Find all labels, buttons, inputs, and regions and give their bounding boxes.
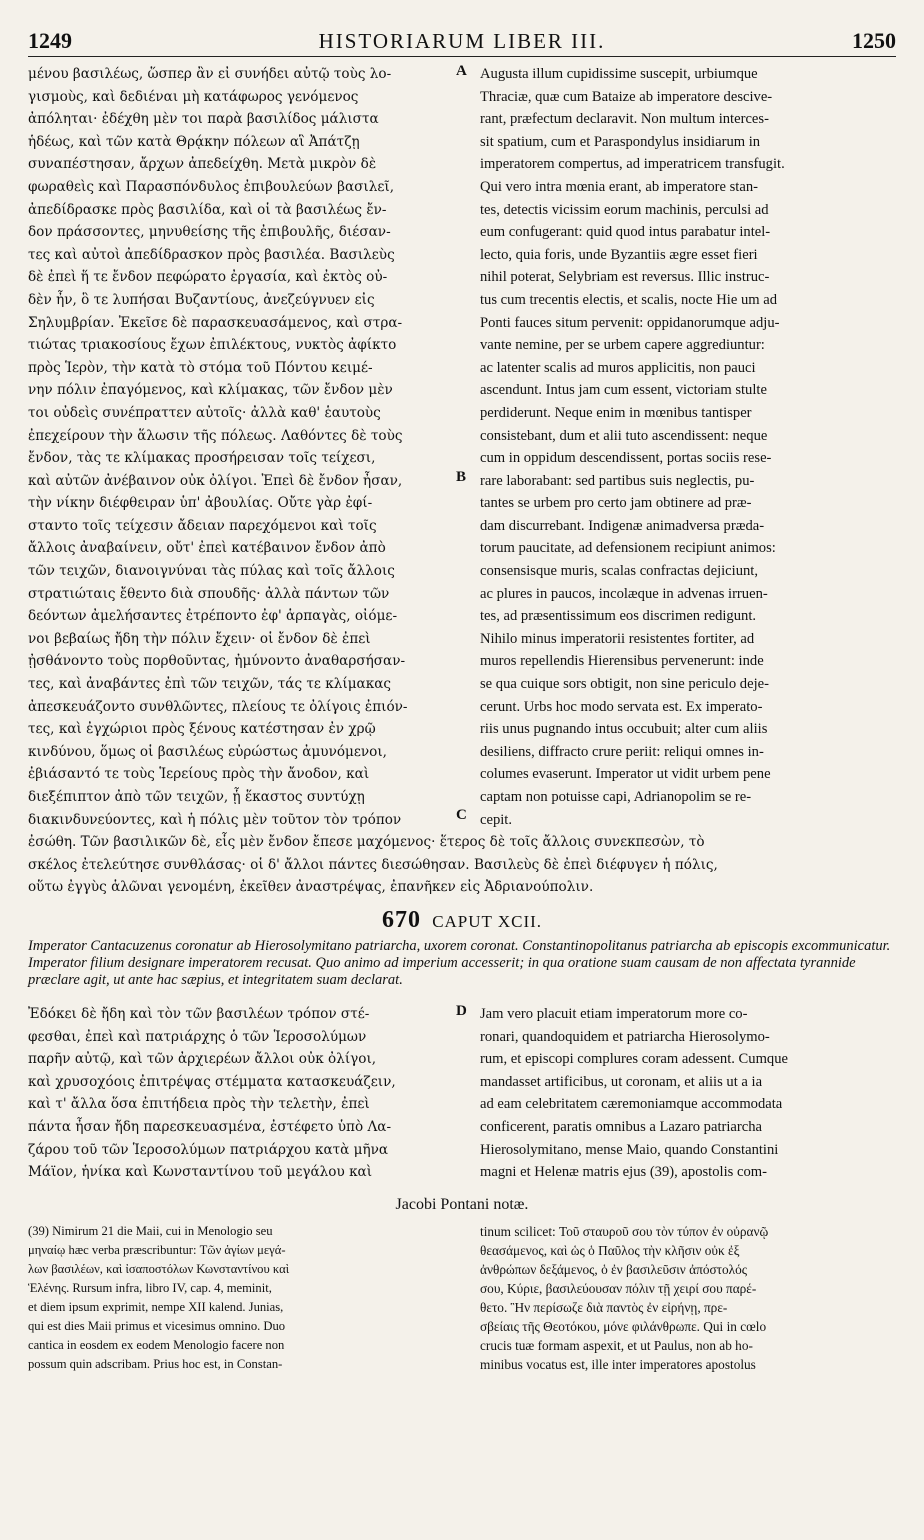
latin-text-line: nihil poterat, Selybriam est reversus. Illic instruc- <box>480 269 770 286</box>
latin-chapter-column <box>470 1003 896 1184</box>
note-text-line: σου, Κύριε, βασιλεύουσαν πόλιν τῇ χειρί σου παρέ- <box>480 1280 757 1296</box>
note-text-line: qui est dies Maii primus et vicesimus omnino. Duo <box>28 1318 286 1333</box>
notes-right-column <box>470 1222 896 1374</box>
latin-text-line: Ponti fauces situm pervenit: oppidanorumque adju- <box>480 314 780 331</box>
greek-text-line: φεσθαι, ἐπεὶ καὶ πατριάρχης ὁ τῶν Ἱεροσολύμων <box>28 1028 367 1045</box>
greek-text-line: δὲν ἦν, ὃ τε λυπήσαι Βυζαντίους, ἀνεζεύγνυεν εἰς <box>28 291 375 308</box>
latin-text-line: Augusta illum cupidissime suscepit, urbiumque <box>480 66 758 82</box>
latin-text-line: ad eam celebritatem cæremoniamque accommodata <box>480 1096 783 1113</box>
latin-text-line: Jam vero placuit etiam imperatorum more co- <box>480 1005 748 1022</box>
chapter-columns <box>28 1003 896 1184</box>
greek-text-line: καὶ αὐτῶν ἀνέβαινον οὐκ ὀλίγοι. Ἐπεὶ δὲ ἔνδον ἦσαν, <box>28 472 403 489</box>
latin-text-line: consensisque muris, scalas confractas dejiciunt, <box>480 563 759 580</box>
greek-text-line: Μάϊον, ἡνίκα καὶ Κωνσταντίνου τοῦ μεγάλου καὶ <box>28 1164 373 1181</box>
greek-text-line: νοι βεβαίως ἤδη τὴν πόλιν ἔχειν· οἱ ἔνδον δὲ ἐπεὶ <box>28 630 371 647</box>
greek-full-width-text <box>28 831 896 899</box>
notes-gutter <box>454 1222 470 1374</box>
latin-text-line: ac latenter scalis ad muros applicitis, non pauci <box>480 359 756 376</box>
latin-text-line: tantes se urbem pro certo jam obtinere ad præ- <box>480 495 752 512</box>
greek-text-line: Ἐδόκει δὲ ἤδη καὶ τὸν τῶν βασιλέων τρόπον στέ- <box>28 1005 370 1022</box>
chapter-number: 670 <box>381 906 421 933</box>
greek-text-line: καὶ χρυσοχόοις ἐπιτρέψας στέμματα κατασκευάζειν, <box>28 1073 396 1090</box>
latin-text-line: Nihilo minus imperatorii resistentes fortiter, ad <box>480 630 755 647</box>
latin-text-line: perdiderunt. Neque enim in mœnibus tantisper <box>480 404 752 421</box>
greek-text-line: ἐβιάσαντό τε τοὺς Ἱερείους πρὸς τὴν ἄνοδον, καὶ <box>28 766 370 783</box>
latin-text-line: conficerent, paratis omnibus a Lazaro patriarcha <box>480 1118 763 1135</box>
notes-left-column <box>28 1222 454 1374</box>
note-text-line: θετο. Ἣν περίσωζε διὰ παντὸς ἐν εἰρήνῃ, πρε- <box>480 1299 728 1315</box>
greek-text-line: τὴν νίκην διέφθειραν ὑπ' ἀβουλίας. Οὔτε γὰρ ἐφί- <box>28 495 373 512</box>
greek-text-line: ἀπόληται· ἐδέχθη μὲν τοι παρὰ βασιλίδος μάλιστα <box>28 111 379 128</box>
running-title: HISTORIARUM LIBER III. <box>318 29 606 53</box>
latin-text-line: Hierosolymitano, mense Maio, quando Constantini <box>480 1141 779 1158</box>
left-page-number: 1249 <box>28 28 72 53</box>
greek-text-line: διακινδυνεύοντες, καὶ ἡ πόλις μὲν τοῦτον τὸν τρόπον <box>28 811 402 828</box>
page <box>28 28 896 1374</box>
greek-text-line: πρὸς Ἱερὸν, τὴν κατὰ τὸ στόμα τοῦ Πόντου κειμέ- <box>28 359 373 376</box>
latin-text-line: tes, detectis vicissim eorum machinis, perculsi ad <box>480 201 769 218</box>
notes-columns <box>28 1222 896 1374</box>
running-header <box>28 28 896 57</box>
greek-text-line: διεξέπιπτον ἀπὸ τῶν τειχῶν, ᾗ ἕκαστος συντύχῃ <box>28 789 365 805</box>
greek-text-line: πάντα ἦσαν ἤδη παρεσκευασμένα, ἐστέφετο ὑπὸ Λα- <box>28 1118 392 1135</box>
latin-text-line: rant, præfectum declaravit. Non multum interces- <box>480 111 769 128</box>
latin-text-line: tus cum trecentis electis, et scalis, nocte Hie um ad <box>480 291 778 308</box>
margin-letters <box>454 63 470 831</box>
greek-text-line: δεόντων ἀμελήσαντες ἐτρέποντο ἐφ' ἁρπαγὰς, οἰόμε- <box>28 608 398 625</box>
latin-text-line: Qui vero intra mœnia erant, ab imperatore stan- <box>480 178 758 195</box>
greek-text-line: ἐπεχείρουν τὴν ἅλωσιν τῆς πόλεως. Λαθόντες δὲ τοὺς <box>28 427 403 444</box>
greek-text-line: ἀπεδίδρασκε πρὸς βασιλίδα, καὶ οἱ τὰ βασιλέως ἔν- <box>28 201 387 218</box>
note-text-line: σβείαις τῆς Θεοτόκου, μόνε φιλάνθρωπε. Qui in cœlo <box>480 1318 767 1334</box>
note-text-line: et diem ipsum exprimit, nempe XII kalend. Junias, <box>28 1299 284 1314</box>
note-text-line: Ἑλένης. Rursum infra, libro IV, cap. 4, meminit, <box>28 1280 272 1295</box>
note-text-line: minibus vocatus est, ille inter imperatores apostolus <box>480 1356 756 1372</box>
latin-text-line: ronari, quandoquidem et patriarcha Hierosolymo- <box>480 1028 770 1045</box>
note-text-line: λων βασιλέων, καὶ ἰσαποστόλων Κωνσταντίνου καὶ <box>28 1261 290 1276</box>
latin-text-line: captam non potuisse capi, Adrianopolim se re- <box>480 789 752 805</box>
greek-text-line: ἄλλοις ἀναβαίνειν, οὔτ' ἐπεὶ κατέβαινον ἔνδον ἀπὸ <box>28 540 386 557</box>
greek-chapter-column <box>28 1003 454 1184</box>
greek-text-line: τοι οὐδεὶς συνέπραττεν αὐτοῖς· ἀλλὰ καθ' ἑαυτοὺς <box>28 404 381 421</box>
greek-column <box>28 63 454 831</box>
greek-text-line: τιώτας τριακοσίους ἔχων ἐπιλέκτους, νυκτὸς ἀφίκτο <box>28 337 397 354</box>
latin-text-line: consistebant, dum et alii tuto ascendissent: neque <box>480 427 768 444</box>
latin-text-line: magni et Helenæ matris ejus (39), apostolis com- <box>480 1164 767 1181</box>
top-columns <box>28 63 896 831</box>
latin-text-line: desiliens, diffracto crure periit: reliqui omnes in- <box>480 743 764 760</box>
latin-text-line: columes evaserunt. Imperator ut vidit urbem pene <box>480 766 771 783</box>
greek-text-line: τες καὶ αὐτοὶ ἀπεδίδρασκον πρὸς βασιλέα. Βασιλεὺς <box>28 246 395 263</box>
greek-text-line: τῶν τειχῶν, διανοιγνύναι τὰς πύλας καὶ τοῖς ἄλλοις <box>28 563 395 580</box>
greek-text-line: νην πόλιν ἐπαγόμενος, καὶ κλίμακας, τῶν ἔνδον μὲν <box>28 382 393 399</box>
greek-text-line: ἔνδον, τὰς τε κλίμακας προσήρεισαν τοῖς τείχεσι, <box>28 450 376 467</box>
note-text-line: possum quin adscribam. Prius hoc est, in Constan- <box>28 1356 283 1371</box>
greek-text-line: οὕτω ἐγγὺς ἁλῶναι γενομένη, ἐκεῖθεν ἀναστρέψας, ἐπανῆκεν εἰς Ἀδριανούπολιν. <box>28 879 594 896</box>
latin-text-line: ac plures in paucos, incolæque in advenas irruen- <box>480 585 768 602</box>
greek-text-line: ἡδέως, καὶ τῶν κατὰ Θρᾴκην πόλεων αἳ Ἀπάτζῃ <box>28 133 360 150</box>
latin-text-line: tes, ad præsentissimum eos discrimen redigunt. <box>480 608 757 625</box>
note-text-line: θεασάμενος, καὶ ὡς ὁ Παῦλος τὴν κλῆσιν οὐκ ἐξ <box>480 1242 740 1258</box>
greek-text-line: ᾐσθάνοντο τοὺς πορθοῦντας, ἠμύνοντο ἀναθαρσήσαν- <box>28 653 406 670</box>
greek-text-line: γισμοὺς, καὶ δεδιέναι μὴ κατάφωρος γενόμενος <box>28 88 359 105</box>
latin-text-line: mandasset artificibus, ut coronam, et aliis ut a ia <box>480 1073 763 1090</box>
latin-text-line: imperatorem compertus, ad imperatricem transfugit. <box>480 156 785 173</box>
chapter-title: CAPUT XCII. <box>432 911 543 931</box>
right-page-number: 1250 <box>851 28 896 53</box>
note-text-line: μηναίῳ hæc verba præscribuntur: Τῶν ἁγίων μεγά- <box>28 1242 286 1257</box>
greek-text-line: τες, καὶ ἀναβάντες ἐπὶ τῶν τειχῶν, τάς τε κλίμακας <box>28 676 392 693</box>
chapter-summary: Imperator Cantacuzenus coronatur ab Hierosolymitano patriarcha, uxorem coronat. Constantinopolitanus patriarcha ab episcopis excommunicatur. Imperator filium designare imperatorem recusat. Quo animo ad imperium accesserit; in qua oratione suam causam de non affectata tyrannide præclare agit, ut ante hac sæpius, et integritatem suam declarat. <box>28 937 891 988</box>
latin-text-line: ascendunt. Intus jam cum essent, victoriam stulte <box>480 382 767 399</box>
greek-text-line: κινδύνου, ὅμως οἱ βασιλέως εὐρώστως ἀμυνόμενοι, <box>28 743 387 760</box>
greek-text-line: παρῆν αὐτῷ, καὶ τῶν ἀρχιερέων ἄλλοι οὐκ ὀλίγοι, <box>28 1051 377 1068</box>
greek-text-line: μένου βασιλέως, ὥσπερ ἂν εἰ συνήδει αὐτῷ τοὺς λο- <box>28 66 392 82</box>
margin-letter-c: C <box>456 807 467 823</box>
greek-text-line: συναπέστησαν, ἄρχων ἀπεδείχθη. Μετὰ μικρὸν δὲ <box>28 156 377 173</box>
latin-text-line: Thraciæ, quæ cum Bataize ab imperatore descive- <box>480 88 773 105</box>
latin-text-line: muros repellendis Hierensibus pervenerunt: inde <box>480 653 764 670</box>
note-text-line: cantica in eosdem ex eodem Menologio facere non <box>28 1337 285 1352</box>
note-text-line: tinum scilicet: Τοῦ σταυροῦ σου τὸν τύπον ἐν οὐρανῷ <box>480 1223 769 1239</box>
latin-text-line: rare laborabant: sed partibus suis neglectis, pu- <box>480 472 755 489</box>
latin-text-line: se qua cuique sors obtigit, non sine periculo deje- <box>480 676 769 693</box>
latin-text-line: dam discurrebant. Indigenæ animadversa præda- <box>480 517 765 534</box>
greek-text-line: σκέλος ἐτελεύτησε συνθλάσας· οἱ δ' ἄλλοι πάντες διεσώθησαν. Βασιλεὺς δὲ ἐπεὶ διέφυγεν ἡ πόλις, <box>28 856 718 873</box>
margin-letter-d: D <box>456 1002 467 1019</box>
note-text-line: (39) Nimirum 21 die Maii, cui in Menologio seu <box>28 1223 273 1238</box>
greek-text-line: φωραθεὶς καὶ Παρασπόνδυλος ἐπιβουλεύων βασιλεῖ, <box>28 178 395 195</box>
latin-text-line: cepit. <box>480 811 513 828</box>
notes-title: Jacobi Pontani notæ. <box>395 1195 529 1213</box>
latin-text-line: cerunt. Urbs hoc modo servata est. Ex imperato- <box>480 698 763 715</box>
latin-text-line: lecto, quia foris, unde Byzantiis ægre esset fieri <box>480 246 758 263</box>
greek-text-line: ἐσώθη. Τῶν βασιλικῶν δὲ, εἷς μὲν ἔνδον ἔπεσε μαχόμενος· ἕτερος δὲ τοῖς ἄλλοις συνεκπεσὼν, τὸ <box>28 834 705 851</box>
greek-text-line: δὲ ἐπεὶ ἥ τε ἔνδον πεφώρατο ἐργασία, καὶ ἐκτὸς οὐ- <box>28 269 388 286</box>
latin-text-line: rum, et episcopi complures coram adessent. Cumque <box>480 1051 789 1068</box>
greek-text-line: δον πράσσοντες, μηνυθείσης τῆς ἐπιβουλῆς, διέσαν- <box>28 224 391 241</box>
latin-text-line: riis unus pugnando intus occubuit; alter cum aliis <box>480 721 768 738</box>
greek-text-line: στρατιώταις ἔθεντο διὰ σπουδῆς· ἀλλὰ πάντων τῶν <box>28 585 390 602</box>
latin-text-line: sit spatium, cum et Paraspondylus insidiarum in <box>480 133 761 150</box>
greek-text-line: καὶ τ' ἄλλα ὅσα ἐπιτήδεια πρὸς τὴν τελετὴν, ἐπεὶ <box>28 1096 370 1113</box>
margin-letters-chapter <box>454 1003 470 1184</box>
greek-text-line: ἀπεσκευάζοντο συνθλῶντες, πλείους τε ὀλίγοις ἐπιόν- <box>28 698 408 715</box>
latin-column <box>470 63 896 831</box>
latin-text-line: vante nemine, per se urbem capere aggrediuntur: <box>480 337 765 354</box>
greek-text-line: ζάρου τοῦ τῶν Ἱεροσολύμων πατριάρχου κατὰ μῆνα <box>28 1141 389 1158</box>
note-text-line: crucis tuæ formam aspexit, et ut Paulus, non ab ho- <box>480 1337 753 1353</box>
greek-text-line: τες, καὶ ἐγχώριοι πρὸς ξένους κατέστησαν ἐν χρῷ <box>28 721 376 738</box>
chapter-heading <box>28 907 896 934</box>
latin-text-line: eum confugerant: quid quod intus parabatur intel- <box>480 224 771 241</box>
note-text-line: ἀνθρώπων δεξάμενος, ὁ ἐν βασιλεῦσιν ἀπόστολός <box>480 1261 747 1277</box>
margin-letter-b: B <box>456 469 467 485</box>
latin-text-line: torum paucitate, ad defensionem recipiunt animos: <box>480 540 776 557</box>
greek-text-line: Σηλυμβρίαν. Ἐκεῖσε δὲ παρασκευασάμενος, καὶ στρα- <box>28 314 403 331</box>
latin-text-line: cum in oppidum descendissent, portas sociis rese- <box>480 450 772 467</box>
margin-letter-a: A <box>456 63 467 79</box>
greek-text-line: σταντο τοῖς τείχεσιν ἄδειαν παρεχόμενοι καὶ τοῖς <box>28 517 377 534</box>
